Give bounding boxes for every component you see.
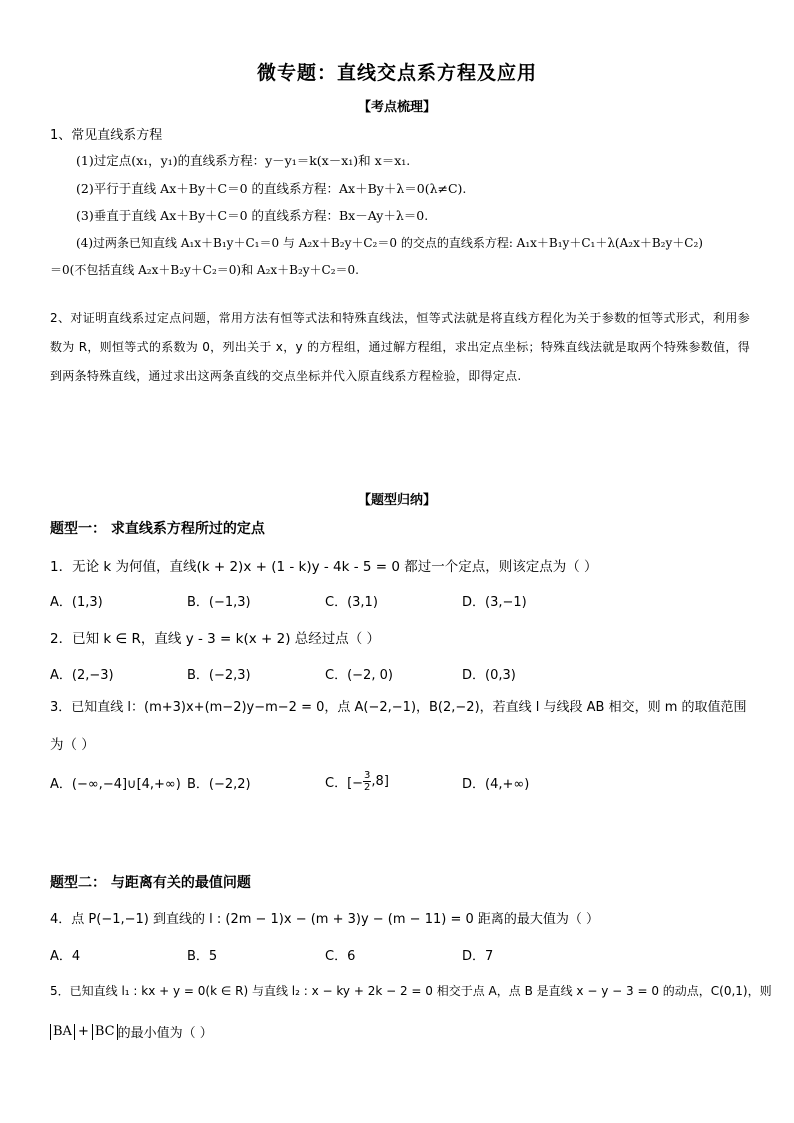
page-title: 微专题：直线交点系方程及应用 (256, 62, 537, 84)
item1-line1: (1)过定点(x₁，y₁)的直线系方程：y－y₁＝k(x－x₁)和 x＝x₁. (76, 153, 411, 168)
q3-stem: 3．已知直线 l：(m+3)x+(m−2)y−m−2 = 0，点 A(−2,−1)，B(2,−2)，若直线 l 与线段 AB 相交，则 m 的取值范围 (50, 700, 747, 715)
section-heading-review: 【考点梳理】 (357, 100, 436, 115)
q3-option-c-prefix: C．[− (325, 775, 364, 791)
q5-abs-bc: BC (92, 1024, 118, 1040)
q3-option-c-fraction (363, 770, 371, 793)
q2-option-d: D．(0,3) (462, 668, 516, 683)
q5-abs-ba: BA (50, 1024, 75, 1040)
q3-option-a: A．(−∞,−4]∪[4,+∞) (50, 777, 181, 792)
q1-option-a: A．(1,3) (50, 595, 103, 610)
q2-option-b: B．(−2,3) (187, 668, 251, 683)
q2-option-a: A．(2,−3) (50, 668, 114, 683)
q5-tail: 的最小值为（ ） (117, 1026, 213, 1041)
q4-option-a: A．4 (50, 949, 81, 964)
q3-option-c-numerator: 3 (364, 769, 371, 781)
q5-stem-cont (50, 1022, 213, 1041)
q3-option-c (325, 764, 389, 798)
item1-line4: (4)过两条已知直线 A₁x＋B₁y＋C₁＝0 与 A₂x＋B₂y＋C₂＝0 的交点的直线系方程: A₁x＋B₁y＋C₁＋λ(A₂x＋B₂y＋C₂) (76, 236, 703, 250)
q3-option-c-denominator: 2 (364, 781, 371, 793)
q5-plus: + (77, 1024, 89, 1039)
q4-option-d: D．7 (462, 949, 494, 964)
q1-option-b: B．(−1,3) (187, 595, 251, 610)
q1-option-d: D．(3,−1) (462, 595, 527, 610)
item1-line2: (2)平行于直线 Ax＋By＋C＝0 的直线系方程：Ax＋By＋λ＝0(λ≠C). (76, 181, 467, 196)
type1-heading: 题型一： 求直线系方程所过的定点 (50, 521, 265, 537)
q3-option-b: B．(−2,2) (187, 777, 251, 792)
item2-paragraph: 2、对证明直线系过定点问题，常用方法有恒等式法和特殊直线法，恒等式法就是将直线方程化为关于参数的恒等式形式，利用参数为 R，则恒等式的系数为 0，列出关于 x，y 的方程组，通过解方程组，求出定点坐标；特殊直线法就是取两个特殊参数值，得到两条特殊直线，通过求出这两条直线的交点坐标并代入原直线系方程检验，即得定点. (50, 311, 750, 383)
q2-stem: 2．已知 k ∈ R，直线 y - 3 = k(x + 2) 总经过点（ ） (50, 631, 381, 647)
item1-line5: ＝0(不包括直线 A₂x＋B₂y＋C₂＝0)和 A₂x＋B₂y＋C₂＝0. (50, 263, 360, 277)
q3-option-d: D．(4,+∞) (462, 777, 530, 792)
item1-line3: (3)垂直于直线 Ax＋By＋C＝0 的直线系方程：Bx－Ay＋λ＝0. (76, 208, 429, 223)
q4-option-c: C．6 (325, 949, 356, 964)
q4-stem: 4．点 P(−1,−1) 到直线的 l : (2m − 1)x − (m + 3)y − (m − 11) = 0 距离的最大值为（ ） (50, 912, 600, 927)
q3-stem-cont: 为（ ） (50, 737, 95, 753)
q5-stem: 5．已知直线 l₁ : kx + y = 0(k ∈ R) 与直线 l₂ : x − ky + 2k − 2 = 0 相交于点 A，点 B 是直线 x − y − 3 = 0 的动点，C(0,1)，则 (50, 984, 772, 998)
item1-heading: 1、常见直线系方程 (50, 128, 163, 143)
q1-option-c: C．(3,1) (325, 595, 378, 610)
section-heading-types: 【题型归纳】 (357, 493, 436, 508)
q4-option-b: B．5 (187, 949, 218, 964)
type2-heading: 题型二： 与距离有关的最值问题 (50, 875, 251, 891)
q2-option-c: C．(−2, 0) (325, 668, 393, 683)
q3-option-c-tail: ,8] (371, 773, 389, 789)
q1-stem: 1．无论 k 为何值，直线(k + 2)x + (1 - k)y - 4k - 5 = 0 都过一个定点，则该定点为（ ） (50, 559, 598, 575)
